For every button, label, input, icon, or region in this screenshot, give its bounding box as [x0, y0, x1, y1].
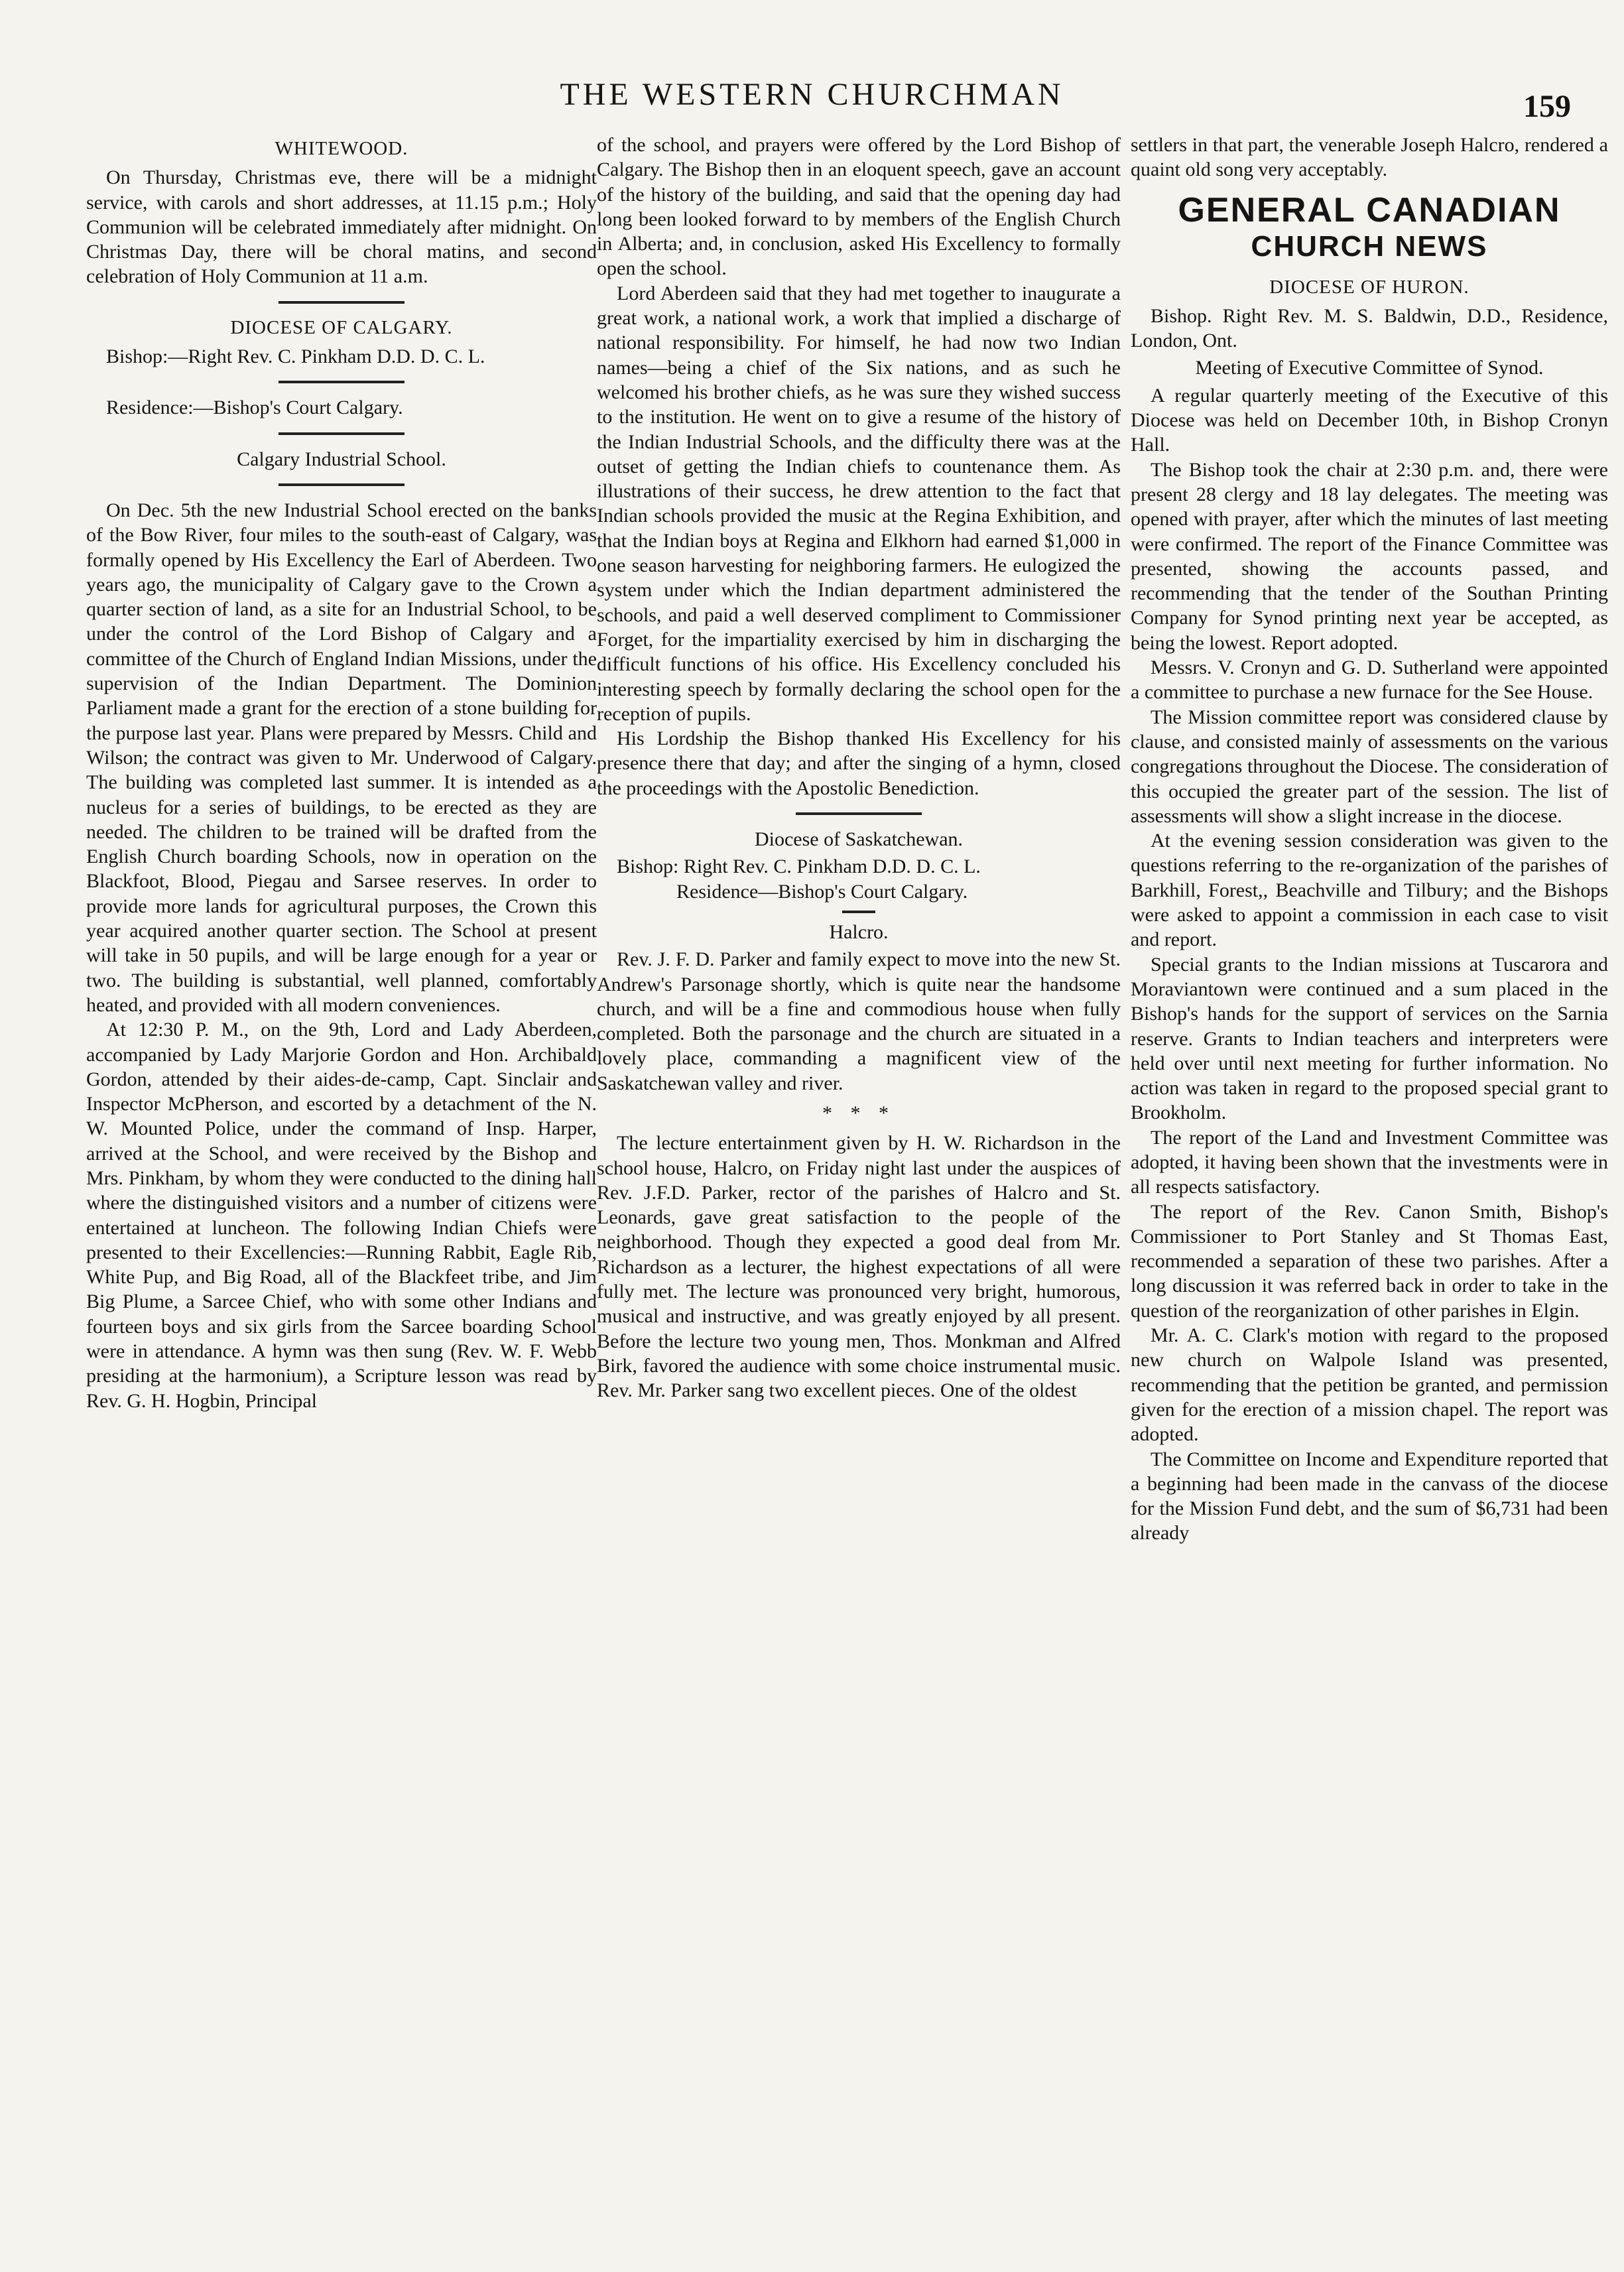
divider: [279, 381, 405, 383]
masthead: [0, 63, 1624, 129]
halcro-paragraph-2: The lecture entertainment given by H. W. Richardson in the school house, Halcro, on Friday night last under the auspices of Rev. J.F.D. Parker, rector of the parishes of Halcro and St. Leonards, gave great satisfaction to the people of the neighborhood. Though they expected a good deal from Mr. Richardson as a lecturer, the highest expectations of all were fully met. The lecture was pronounced very bright, humorous, musical and instructive, and was greatly enjoyed by all present. Before the lecture two young men, Thos. Monkman and Alfred Birk, favored the audience with some choice instrumental music. Rev. Mr. Parker sang two excellent pieces. One of the oldest: [597, 1132, 1121, 1402]
aberdeen-speech: Lord Aberdeen said that they had met together to inaugurate a great work, a national work, a work that implied a discharge of national responsibility. For himself, he had now two Indian names—being a chief of the Six nations, and as such he welcomed his brother chiefs, as he was sure they wished success to the institution. He went on to give a resume of the history of the Indian Industrial Schools, and the difficulty there was at the outset of getting the Indian chiefs to countenance them. As illustrations of their success, he drew attention to the fact that Indian schools provided the music at the Regina Exhibition, and that the Indian boys at Regina and Elkhorn had earned $1,000 in one season harvesting for neighboring farmers. He eulogized the system under which the Indian department administered the schools, and paid a well deserved compliment to Commissioner Forget, for the impartiality exercised by him in discharging the difficult functions of his office. His Excellency concluded his interesting speech by formally declaring the school open for the reception of pupils.: [597, 282, 1121, 725]
divider: [842, 911, 875, 913]
saskatchewan-heading: Diocese of Saskatchewan.: [754, 828, 964, 851]
halcro-heading: Halcro.: [829, 920, 889, 943]
calgary-residence: Residence:—Bishop's Court Calgary.: [106, 397, 403, 419]
divider: [279, 301, 405, 304]
huron-paragraph-10: The Committee on Income and Expenditure reported that a beginning had been made in the canvass of the diocese for the Mission Fund debt, and the sum of $6,731 had been already: [1131, 1448, 1608, 1545]
huron-heading: DIOCESE OF HURON.: [1269, 276, 1469, 298]
huron-paragraph-6: Special grants to the Indian missions at Tuscarora and Moraviantown were continued and a sum placed in the Bishop's hands for the support of services on the Sarnia reserve. Grants to Indian teachers and interpreters were held over until next meeting for further information. No action was taken in regard to the proposed special grant to Brookholm.: [1131, 953, 1608, 1124]
huron-paragraph-5: At the evening session consideration was given to the questions referring to the re-organization of the parishes of Barkhill, Forest,, Beachville and Tilbury; and the Bishops were asked to appoint a commission in each case to visit and report.: [1131, 830, 1608, 951]
saskatchewan-residence: Residence—Bishop's Court Calgary.: [676, 880, 968, 903]
halcro-paragraph-1: Rev. J. F. D. Parker and family expect to move into the new St. Andrew's Parsonage shortly, which is quite near the handsome church, and will be a fine and commodious house when fully completed. Both the parsonage and the church are situated in a lovely place, commanding a magnificent view of the Saskatchewan valley and river.: [597, 948, 1121, 1094]
whitewood-heading: WHITEWOOD.: [275, 138, 408, 159]
huron-bishop: Bishop. Right Rev. M. S. Baldwin, D.D., Residence, London, Ont.: [1131, 304, 1608, 352]
calgary-heading: DIOCESE OF CALGARY.: [230, 316, 453, 338]
column-3: [1131, 133, 1608, 1546]
school-continued: of the school, and prayers were offered by the Lord Bishop of Calgary. The Bishop then in an eloquent speech, gave an account of the history of the building, and said that the opening day had long been looked forward to by members of the English Church in Alberta; and, in conclusion, asked His Excellency to formally open the school.: [597, 134, 1121, 280]
section-title-line-2: CHURCH NEWS: [1251, 229, 1488, 263]
halcro-continued: settlers in that part, the venerable Joseph Halcro, rendered a quaint old song very acceptably.: [1131, 134, 1608, 181]
saskatchewan-bishop: Bishop: Right Rev. C. Pinkham D.D. D. C. L.: [617, 855, 981, 878]
section-stars: * * *: [822, 1102, 895, 1124]
newspaper-title: THE WESTERN CHURCHMAN: [560, 77, 1064, 112]
divider: [279, 483, 405, 486]
huron-paragraph-1: A regular quarterly meeting of the Executive of this Diocese was held on December 10th, in Bishop Cronyn Hall.: [1131, 384, 1608, 456]
column-2: [597, 133, 1121, 1403]
calgary-bishop: Bishop:—Right Rev. C. Pinkham D.D. D. C. L.: [106, 346, 485, 368]
huron-paragraph-8: The report of the Rev. Canon Smith, Bishop's Commissioner to Port Stanley and St Thomas East, recommended a separation of these two parishes. After a long discussion it was referred back in order to take in the question of the reorganization of other parishes in Elgin.: [1131, 1200, 1608, 1322]
divider: [796, 812, 922, 815]
huron-paragraph-2: The Bishop took the chair at 2:30 p.m. and, there were present 28 clergy and 18 lay delegates. The meeting was opened with prayer, after which the minutes of last meeting were confirmed. The report of the Finance Committee was presented, showing the accounts passed, and recommending that the tender of the Southan Printing Company for Synod printing next year be accepted, as being the lowest. Report adopted.: [1131, 458, 1608, 654]
bishop-thanks: His Lordship the Bishop thanked His Excellency for his presence there that day; and after the singing of a hymn, closed the proceedings with the Apostolic Benediction.: [597, 727, 1121, 799]
school-paragraph-2: At 12:30 P. M., on the 9th, Lord and Lady Aberdeen, accompanied by Lady Marjorie Gordon and Hon. Archibald Gordon, attended by their aides-de-camp, Capt. Sinclair and Inspector McPherson, and escorted by a detachment of the N. W. Mounted Police, under the command of Insp. Harper, arrived at the School, and were received by the Bishop and Mrs. Pinkham, by whom they were conducted to the dining hall where the distinguished visitors and a number of citizens were entertained at luncheon. The following Indian Chiefs were presented to their Excellencies:—Running Rabbit, Eagle Rib, White Pup, and Big Road, all of the Blackfeet tribe, and Jim Big Plume, a Sarcee Chief, who with some other Indians and fourteen boys and six girls from the Sarcee boarding School were in attendance. A hymn was then sung (Rev. W. F. Webb presiding at the harmonium), a Scripture lesson was read by Rev. G. H. Hogbin, Principal: [86, 1019, 597, 1412]
school-paragraph-1: On Dec. 5th the new Industrial School erected on the banks of the Bow River, four miles to the south-east of Calgary, was formally opened by His Excellency the Earl of Aberdeen. Two years ago, the municipality of Calgary gave to the Crown a quarter section of land, as a site for an Industrial School, to be under the control of the Lord Bishop of Calgary and a committee of the Church of England Indian Missions, under the supervision of the Indian Department. The Dominion Parliament made a grant for the erection of a stone building for the purpose last year. Plans were prepared by Messrs. Child and Wilson; the contract was given to Mr. Underwood of Calgary. The building was completed last summer. It is intended as a nucleus for a series of buildings, to be erected as they are needed. The children to be trained will be drafted from the English Church boarding Schools, now in operation on the Blackfoot, Blood, Piegau and Sarsee reserves. In order to provide more lands for agricultural purposes, the Crown this year acquired another quarter section. The School at present will take in 50 pupils, and will be large enough for a year or two. The building is substantial, well planned, comfortably heated, and provided with all modern conveniences.: [86, 499, 597, 1016]
huron-paragraph-7: The report of the Land and Investment Committee was adopted, it having been shown that the investments were in all respects satisfactory.: [1131, 1126, 1608, 1198]
huron-paragraph-3: Messrs. V. Cronyn and G. D. Sutherland were appointed a committee to purchase a new furnace for the See House.: [1131, 657, 1608, 704]
page-number: 159: [1523, 89, 1571, 124]
section-title-line-1: GENERAL CANADIAN: [1178, 190, 1561, 229]
huron-paragraph-9: Mr. A. C. Clark's motion with regard to the proposed new church on Walpole Island was presented, recommending that the petition be granted, and permission given for the erection of a mission chapel. The report was adopted.: [1131, 1324, 1608, 1446]
whitewood-text: On Thursday, Christmas eve, there will be a midnight service, with carols and short addresses, at 11.15 p.m.; Holy Communion will be celebrated immediately after midnight. On Christmas Day, there will be choral matins, and second celebration of Holy Communion at 11 a.m.: [86, 166, 597, 288]
huron-meeting: Meeting of Executive Committee of Synod.: [1195, 357, 1544, 379]
divider: [279, 432, 405, 435]
school-heading: Calgary Industrial School.: [237, 448, 446, 470]
column-1: [86, 133, 597, 1413]
huron-paragraph-4: The Mission committee report was considered clause by clause, and consisted mainly of assessments on the various congregations throughout the Diocese. The consideration of this occupied the greater part of the session. The list of assessments will show a slight increase in the diocese.: [1131, 706, 1608, 827]
